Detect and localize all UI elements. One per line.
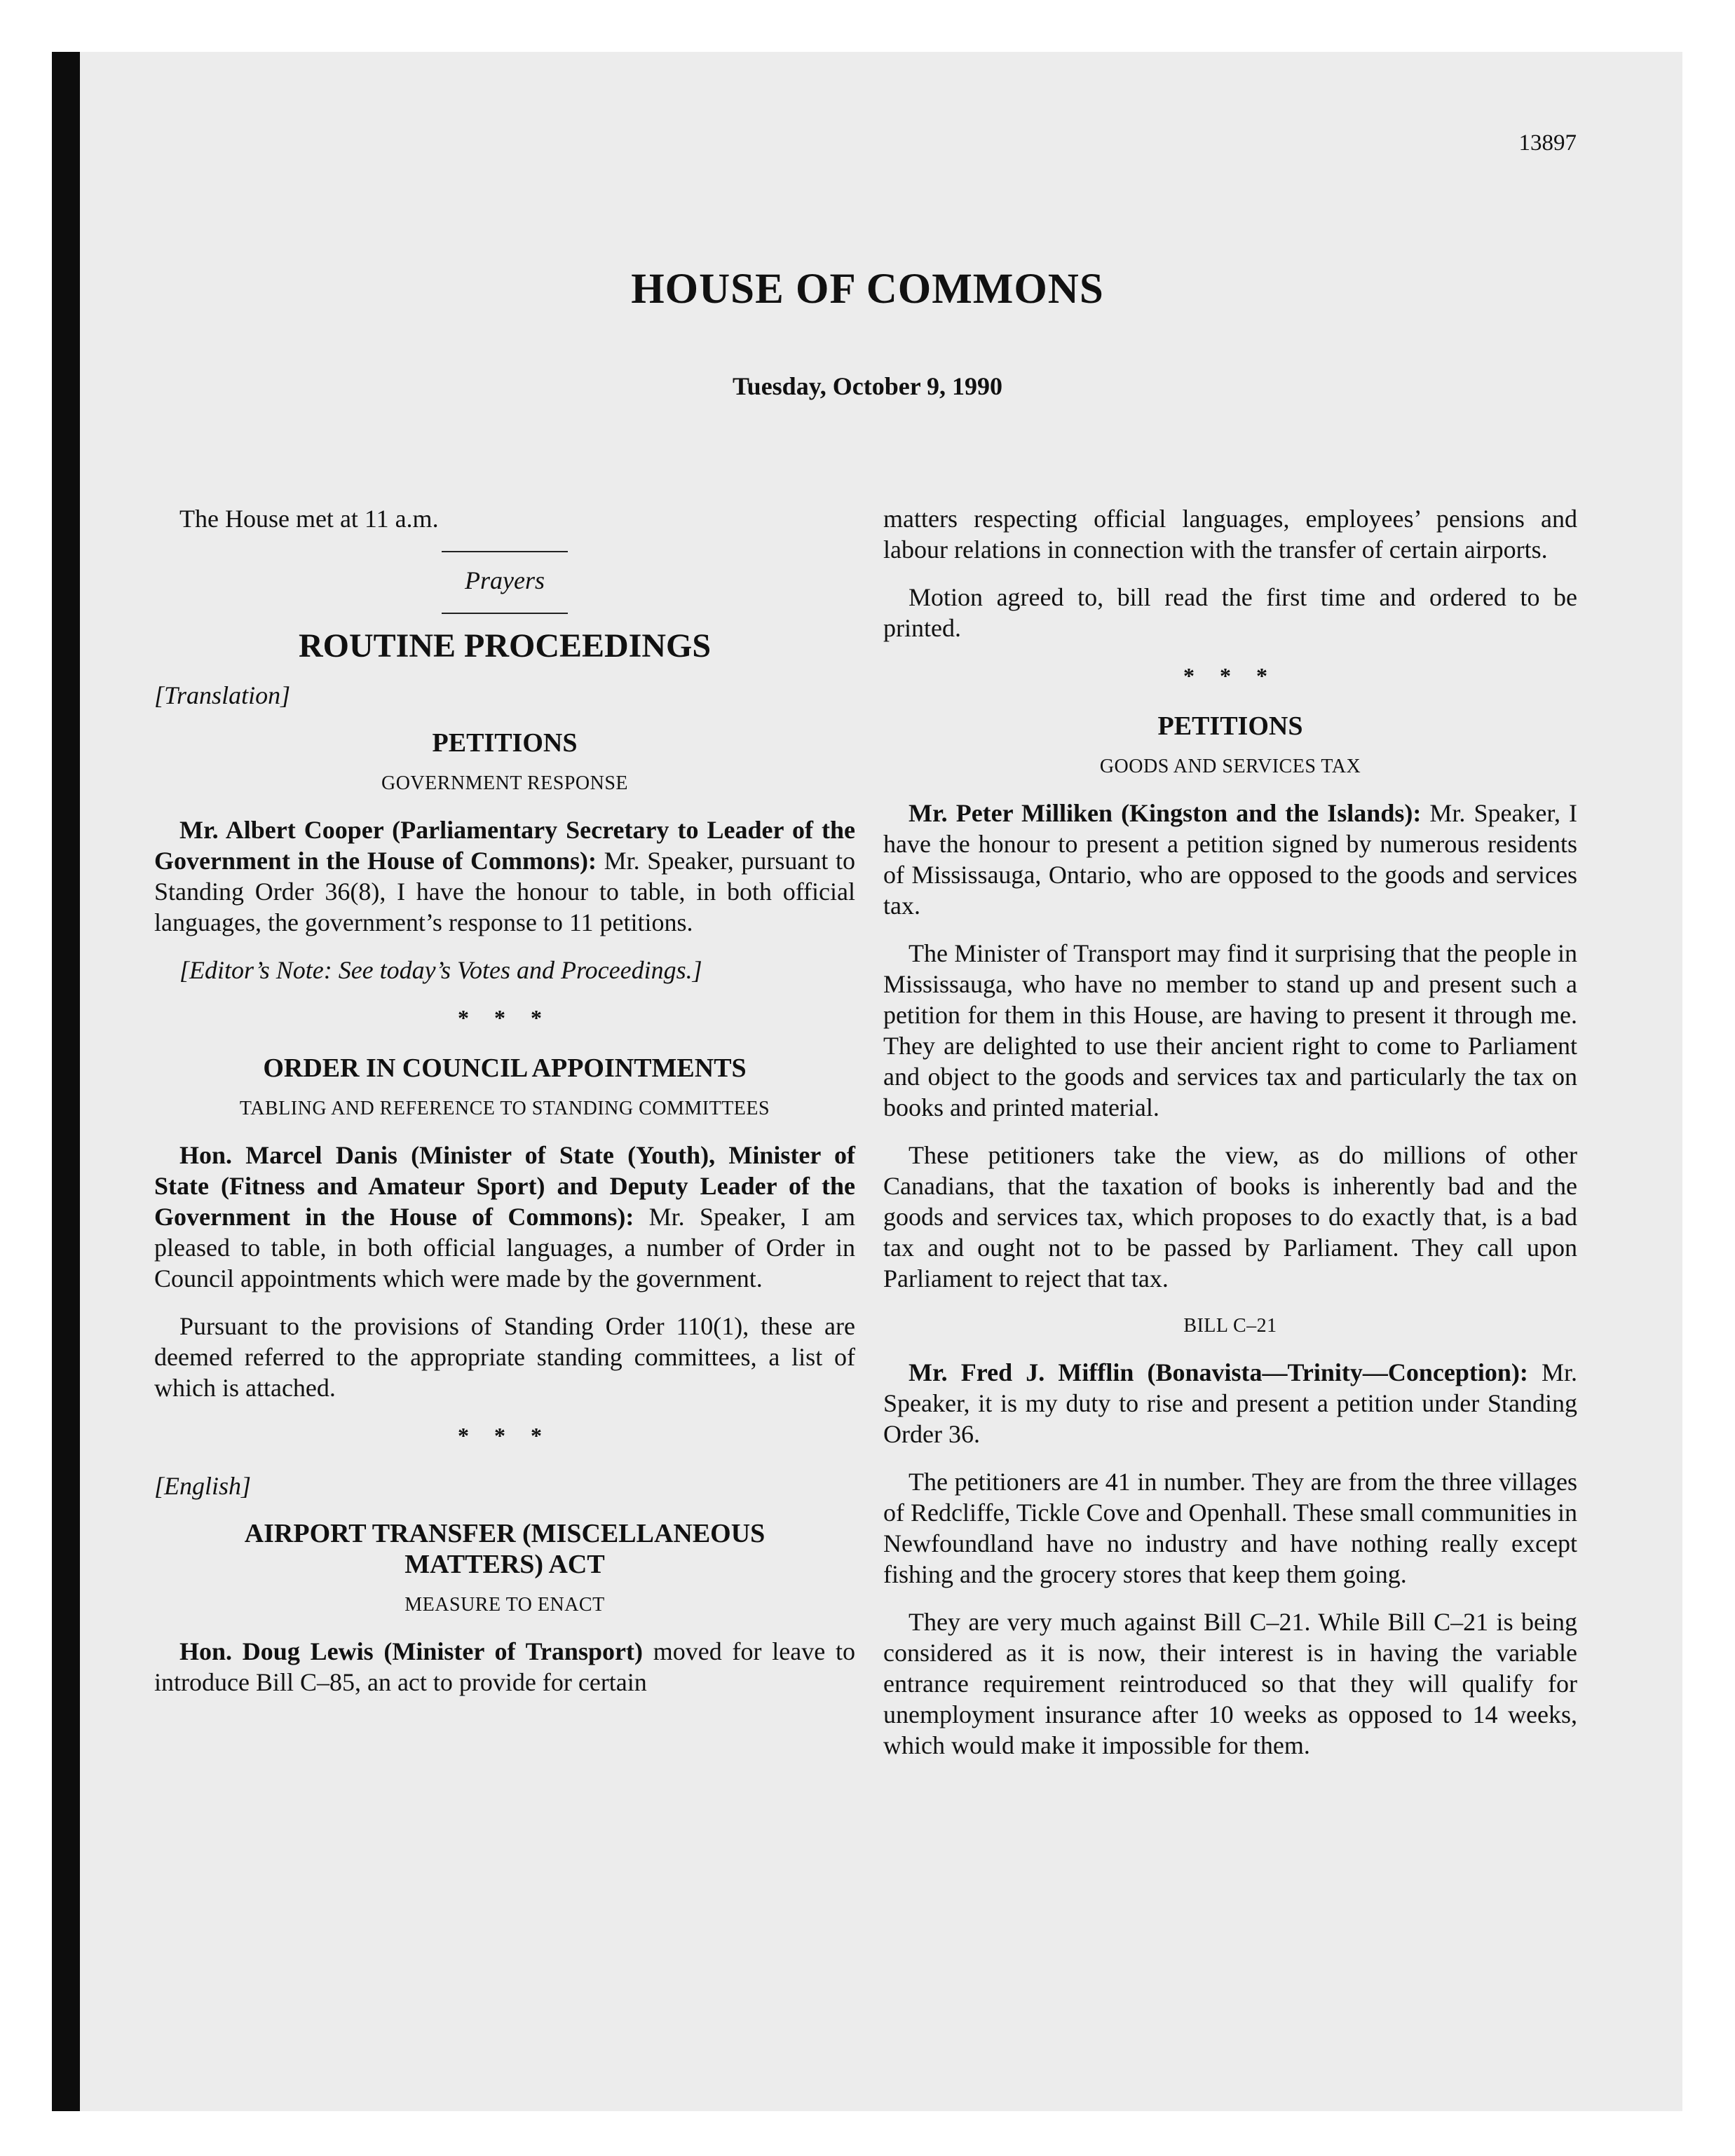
motion-agreed: Motion agreed to, bill read the first time and ordered to be printed. [883,583,1577,642]
cooper-text: Mr. Speaker, pursuant to Standing Order 36(8), I have the honour to table, in both official languages, the government’s response to 11 petitions. [154,847,856,936]
routine-proceedings-heading: ROUTINE PROCEEDINGS [298,627,712,664]
cooper-statement [154,814,855,938]
section-separator-2: * * * [458,1423,552,1448]
mifflin-statement [883,1357,1577,1449]
petitions-heading-left: PETITIONS [432,728,578,758]
section-separator-3: * * * [1183,663,1277,688]
binding-edge [52,52,80,2111]
government-response-subheading: GOVERNMENT RESPONSE [381,772,629,794]
milliken-speaker: Mr. Peter Milliken (Kingston and the Islands): [909,799,1422,827]
mifflin-text: Mr. Speaker, it is my duty to rise and present a petition under Standing Order 36. [883,1358,1577,1448]
lewis-speaker: Hon. Doug Lewis (Minister of Transport) [179,1637,643,1665]
petitioners-paragraph: These petitioners take the view, as do millions of other Canadians, that the taxation of books is inherently bad and the goods and services tax, which proposes to do exactly that, is a bad tax and ought not to be passed by Parliament. They call upon Parliament to reject that tax. [883,1141,1577,1292]
page-title: HOUSE OF COMMONS [631,266,1104,313]
translation-label: [Translation] [154,681,291,709]
rule-below-prayers [442,613,568,614]
measure-to-enact-subheading: MEASURE TO ENACT [404,1594,605,1616]
airport-transfer-heading: AIRPORT TRANSFER (MISCELLANEOUS MATTERS) ACT [244,1519,766,1579]
section-separator-1: * * * [458,1005,552,1030]
cooper-speaker: Mr. Albert Cooper (Parliamentary Secretary to Leader of the Government in the House of Commons): [154,816,855,875]
petitioners-number-paragraph: The petitioners are 41 in number. They are from the three villages of Redcliffe, Tickle Cove and Openhall. These small communities in Newfoundland have no industry and have nothing really except fishing and the grocery stores that keep them going. [883,1468,1577,1588]
petitions-heading-right: PETITIONS [1157,711,1303,741]
right-column [883,503,1577,1778]
minister-paragraph: The Minister of Transport may find it surprising that the people in Mississauga, who have no member to stand up and present such a petition for them in this House, are having to present it through me. They are delighted to use their ancient right to come to Parliament and object to the goods and services tax and particularly the tax on books and printed material. [883,939,1577,1121]
danis-statement [154,1140,855,1294]
danis-text: Mr. Speaker, I am pleased to table, in both official languages, a number of Order in Council appointments which were made by the government. [154,1203,855,1292]
editors-note: [Editor’s Note: See today’s Votes and Proceedings.] [179,956,702,984]
opening-line: The House met at 11 a.m. [179,505,439,533]
pursuant-paragraph: Pursuant to the provisions of Standing Order 110(1), these are deemed referred to the appropriate standing committees, a list of which is attached. [154,1312,855,1402]
sitting-date: Tuesday, October 9, 1990 [732,372,1003,400]
mifflin-speaker: Mr. Fred J. Mifflin (Bonavista—Trinity—Conception): [909,1358,1528,1386]
bill-c21-subheading: BILL C–21 [1183,1315,1277,1337]
tabling-subheading: TABLING AND REFERENCE TO STANDING COMMITTEES [239,1098,770,1119]
gst-subheading: GOODS AND SERVICES TAX [1099,756,1361,777]
lewis-text: moved for leave to introduce Bill C–85, an act to provide for certain [154,1637,855,1696]
prayers-label: Prayers [465,566,545,594]
rule-above-prayers [442,551,568,552]
page-number: 13897 [1518,130,1577,156]
lewis-statement [154,1636,855,1698]
left-column [154,503,855,1714]
milliken-text: Mr. Speaker, I have the honour to present a petition signed by numerous residents of Mississauga, Ontario, who are opposed to the goods and services tax. [883,799,1577,920]
order-in-council-heading: ORDER IN COUNCIL APPOINTMENTS [263,1053,747,1083]
bill-continuation: matters respecting official languages, employees’ pensions and labour relations in connection with the transfer of certain airports. [883,505,1577,564]
against-bill-paragraph: They are very much against Bill C–21. While Bill C–21 is being considered as it is now, their interest is in having the variable entrance requirement reintroduced so that they will qualify for unemployment insurance after 10 weeks as opposed to 14 weeks, which would make it impossible for them. [883,1608,1577,1759]
danis-speaker: Hon. Marcel Danis (Minister of State (Youth), Minister of State (Fitness and Amateur Sport) and Deputy Leader of the Government in the House of Commons): [154,1141,855,1231]
milliken-statement [883,798,1577,921]
english-label: [English] [154,1472,252,1500]
